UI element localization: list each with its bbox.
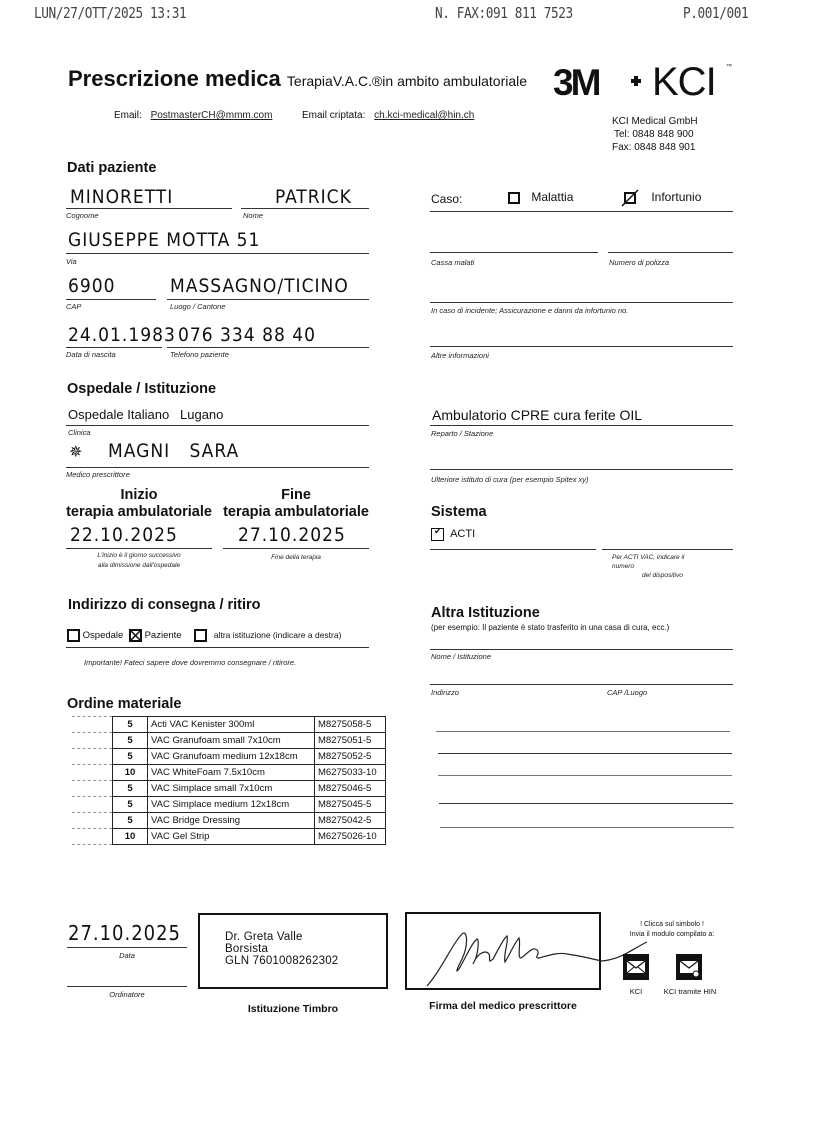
delivery-options — [67, 629, 341, 642]
order-qty[interactable]: 5 — [113, 781, 148, 797]
phone-label: Telefono paziente — [170, 350, 229, 359]
patient-heading: Dati paziente — [67, 160, 157, 176]
other-name-label: Nome / Istituzione — [431, 652, 492, 661]
order-code: M8275058-5 — [315, 717, 386, 733]
order-code: M8275051-5 — [315, 733, 386, 749]
name-value[interactable]: PATRICK — [275, 186, 352, 208]
further-institution-label: Ulteriore istituto di cura (per esempio Spitex xy) — [431, 475, 589, 484]
order-code: M6275026-10 — [315, 829, 386, 845]
policy-label: Numero di polizza — [609, 258, 670, 267]
order-row-blank[interactable] — [72, 813, 113, 829]
zip-value[interactable]: 6900 — [68, 275, 116, 297]
send-kci-label: KCI — [629, 987, 643, 996]
start-note-line1: L'inizio è il giorno successivo — [97, 552, 181, 559]
order-code: M8275042-5 — [315, 813, 386, 829]
institution-stamp-box — [198, 913, 388, 989]
send-kci-hin-label: KCI tramite HIN — [663, 987, 717, 996]
order-row-blank[interactable] — [72, 781, 113, 797]
footer-date-value[interactable]: 27.10.2025 — [68, 921, 181, 945]
signature-box[interactable] — [405, 912, 601, 990]
order-item: VAC Granufoam small 7x10cm — [148, 733, 315, 749]
order-row — [72, 813, 386, 829]
logo-cross-icon — [631, 76, 641, 86]
check-icon: ✔ — [434, 526, 442, 536]
order-row — [72, 733, 386, 749]
city-value[interactable]: MASSAGNO/TICINO — [170, 275, 349, 297]
ward-value[interactable]: Ambulatorio CPRE cura ferite OIL — [432, 407, 643, 423]
email-encrypted-row — [302, 110, 474, 121]
stamp-line1: Dr. Greta Valle — [225, 931, 303, 943]
order-qty[interactable]: 10 — [113, 829, 148, 845]
order-row-blank[interactable] — [72, 717, 113, 733]
company-info — [612, 115, 698, 154]
other-zip-city-label: CAP /Luogo — [607, 688, 648, 697]
send-note-line1: ! Clicca sul simbolo ! — [640, 921, 704, 928]
order-row-blank[interactable] — [72, 733, 113, 749]
fax-number: N. FAX:091 811 7523 — [435, 4, 573, 22]
order-code: M6275033-10 — [315, 765, 386, 781]
other-institution-heading: Altra Istituzione — [431, 605, 540, 621]
paziente-checkbox[interactable] — [129, 629, 142, 642]
system-option-acti[interactable] — [431, 528, 475, 541]
order-qty[interactable]: 5 — [113, 749, 148, 765]
order-item: VAC Simplace small 7x10cm — [148, 781, 315, 797]
order-code: M8275045-5 — [315, 797, 386, 813]
company-name: KCI Medical GmbH — [612, 116, 698, 127]
order-row — [72, 749, 386, 765]
case-label: Caso: — [431, 192, 463, 206]
paziente-label: Paziente — [144, 630, 182, 642]
stamp-line2: Borsista — [225, 943, 269, 955]
device-note-line2: numero — [612, 563, 635, 570]
start-note-line2: alla dimissione dall'ospedale — [97, 562, 181, 569]
order-row-blank[interactable] — [72, 797, 113, 813]
order-table — [72, 716, 386, 845]
doctor-label: Medico prescrittore — [66, 470, 130, 479]
fax-page: P.001/001 — [683, 4, 749, 22]
start-note — [66, 551, 212, 571]
clinic-label: Clinica — [68, 428, 91, 437]
start-heading-line1: Inizio — [120, 487, 158, 503]
street-label: Via — [66, 257, 77, 266]
email-link[interactable]: PostmasterCH@mmm.com — [150, 110, 273, 121]
stamp-label: Istituzione Timbro — [247, 1003, 339, 1015]
order-code: M8275052-5 — [315, 749, 386, 765]
company-fax: Fax: 0848 848 901 — [612, 142, 696, 153]
ward-label: Reparto / Stazione — [431, 429, 494, 438]
ospedale-label: Ospedale — [82, 630, 124, 642]
order-row-blank[interactable] — [72, 829, 113, 845]
email-row — [114, 110, 272, 121]
order-code: M8275046-5 — [315, 781, 386, 797]
delivery-heading: Indirizzo di consegna / ritiro — [68, 597, 261, 613]
document-title — [68, 66, 527, 92]
system-heading: Sistema — [431, 504, 487, 520]
order-item: VAC Gel Strip — [148, 829, 315, 845]
order-qty[interactable]: 5 — [113, 733, 148, 749]
order-row — [72, 717, 386, 733]
hospital-heading: Ospedale / Istituzione — [67, 381, 217, 397]
order-qty[interactable]: 5 — [113, 797, 148, 813]
logo-tm: ™ — [726, 64, 732, 70]
order-row — [72, 765, 386, 781]
order-qty[interactable]: 5 — [113, 717, 148, 733]
surname-value[interactable]: MINORETTI — [70, 186, 174, 208]
delivery-option-paziente[interactable] — [129, 630, 184, 641]
insurer-label: Cassa malati — [431, 258, 475, 267]
send-note — [612, 920, 732, 940]
doctor-stamp-icon: ✵ — [69, 444, 83, 461]
end-date-value[interactable]: 27.10.2025 — [238, 524, 346, 546]
name-label: Nome — [243, 211, 264, 220]
envelope-key-icon — [676, 954, 702, 980]
acti-label: ACTI — [450, 528, 476, 541]
email-label: Email: — [114, 110, 142, 121]
case-option-malattia[interactable] — [508, 190, 573, 204]
x-mark-icon — [129, 629, 142, 642]
order-item: VAC Simplace medium 12x18cm — [148, 797, 315, 813]
end-heading-line2: terapia ambulatoriale — [223, 504, 369, 520]
order-row — [72, 829, 386, 845]
birthdate-value[interactable]: 24.01.1983 — [68, 324, 176, 346]
fax-datetime: LUN/27/OTT/2025 13:31 — [34, 4, 187, 22]
therapy-end-heading — [223, 487, 369, 521]
clinic-value[interactable]: Ospedale Italiano Lugano — [68, 407, 224, 422]
infortunio-checkbox[interactable] — [624, 192, 636, 204]
delivery-note: Importante! Fateci sapere dove dovremmo consegnare / ritirore. — [84, 658, 297, 667]
signature-label: Firma del medico prescrittore — [429, 1000, 577, 1012]
device-note — [612, 553, 684, 580]
order-row — [72, 781, 386, 797]
order-item: VAC WhiteFoam 7.5x10cm — [148, 765, 315, 781]
stamp-text — [225, 931, 338, 967]
order-heading: Ordine materiale — [67, 696, 182, 712]
zip-label: CAP — [66, 302, 82, 311]
order-item: VAC Bridge Dressing — [148, 813, 315, 829]
ospedale-checkbox[interactable] — [67, 629, 80, 642]
logo-kci: KCI — [652, 60, 716, 104]
order-item: Acti VAC Kenister 300ml — [148, 717, 315, 733]
malattia-label: Malattia — [531, 190, 574, 204]
device-note-line1: Per ACTI VAC, indicare il — [612, 554, 685, 561]
title-main: Prescrizione medica — [68, 66, 281, 91]
email-encrypted-label: Email criptata: — [302, 110, 366, 121]
delivery-option-ospedale[interactable] — [67, 630, 126, 641]
start-heading-line2: terapia ambulatoriale — [66, 504, 212, 520]
accident-label: In caso di incidente; Assicurazione e danni da infortunio no. — [431, 306, 629, 315]
end-heading-line1: Fine — [281, 487, 311, 503]
company-tel: Tel: 0848 848 900 — [614, 129, 694, 140]
other-info-label: Altre informazioni — [431, 351, 489, 360]
street-value[interactable]: GIUSEPPE MOTTA 51 — [68, 229, 261, 251]
end-note: Fine della terapia — [271, 554, 321, 561]
doctor-value[interactable]: MAGNI SARA — [108, 440, 240, 462]
order-row-blank[interactable] — [72, 765, 113, 781]
acti-checkbox[interactable] — [431, 528, 444, 541]
stamp-line3: GLN 7601008262302 — [225, 955, 339, 967]
birthdate-label: Data di nascita — [66, 350, 116, 359]
therapy-start-heading — [66, 487, 212, 521]
other-address-label: Indirizzo — [431, 688, 459, 697]
orderer-label: Ordinatore — [109, 990, 145, 999]
order-qty[interactable]: 10 — [113, 765, 148, 781]
phone-value[interactable]: 076 334 88 40 — [178, 324, 317, 346]
other-institution-subtitle: (per esempio: Il paziente è stato trasferito in una casa di cura, ecc.) — [431, 623, 670, 632]
title-subtitle: TerapiaV.A.C.®in ambito ambulatoriale — [286, 73, 528, 89]
infortunio-label: Infortunio — [651, 190, 702, 204]
altra-label: altra istituzione (indicare a destra) — [213, 630, 342, 641]
city-label: Luogo / Cantone — [170, 302, 226, 311]
order-row — [72, 797, 386, 813]
surname-label: Cognome — [66, 211, 99, 220]
logo-3m: 3M — [553, 62, 599, 103]
malattia-checkbox[interactable] — [508, 192, 520, 204]
send-note-line2: Invia il modulo compilato a: — [629, 931, 715, 938]
footer-date-label: Data — [119, 951, 135, 960]
checkmark-slash-icon — [621, 189, 639, 207]
order-qty[interactable]: 5 — [113, 813, 148, 829]
envelope-icon — [623, 954, 649, 980]
device-note-line3: del dispositivo — [642, 572, 683, 579]
start-date-value[interactable]: 22.10.2025 — [70, 524, 178, 546]
case-option-infortunio[interactable] — [624, 190, 701, 204]
email-encrypted-link[interactable]: ch.kci-medical@hin.ch — [374, 110, 475, 121]
order-row-blank[interactable] — [72, 749, 113, 765]
altra-checkbox[interactable] — [194, 629, 207, 642]
order-item: VAC Granufoam medium 12x18cm — [148, 749, 315, 765]
delivery-option-altra[interactable] — [194, 630, 341, 641]
